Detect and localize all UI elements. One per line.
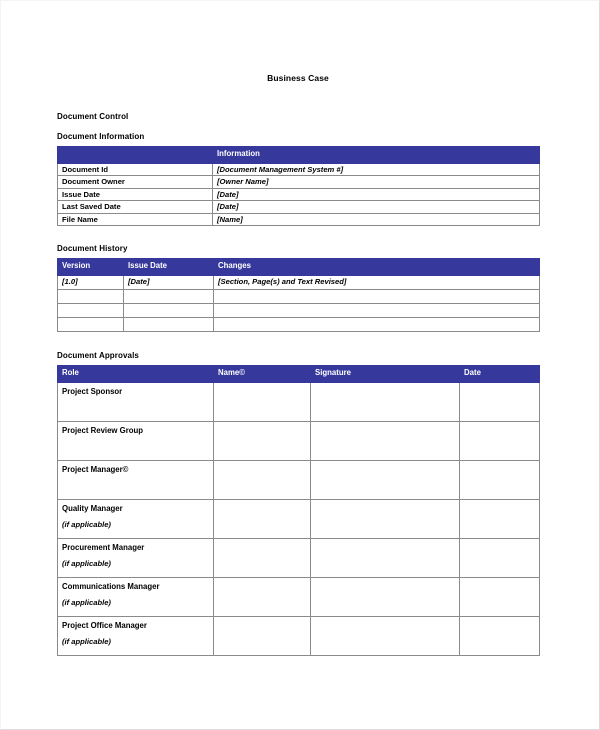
cell-label: Issue Date [58,188,213,200]
table-row [58,188,540,200]
table-row [58,383,540,422]
column-header-signature: Signature [311,366,460,383]
table-row [58,318,540,332]
table-row [58,461,540,500]
cell-role [58,461,214,500]
cell-label: Document Id [58,164,213,176]
cell-name[interactable] [214,617,311,656]
column-header-issue-date: Issue Date [124,259,214,276]
cell-date[interactable] [460,500,540,539]
cell-role [58,383,214,422]
cell-version [58,290,124,304]
cell-role [58,578,214,617]
cell-date[interactable] [460,383,540,422]
document-approvals-table [57,365,540,656]
cell-changes [214,304,540,318]
cell-label: File Name [58,213,213,225]
table-header-row [58,366,540,383]
column-header-blank [58,147,213,164]
cell-name[interactable] [214,422,311,461]
table-row [58,276,540,290]
role-note: (if applicable) [62,598,111,608]
cell-label: Last Saved Date [58,201,213,213]
cell-signature[interactable] [311,539,460,578]
cell-issue-date [124,304,214,318]
cell-issue-date [124,318,214,332]
section-heading-document-control: Document Control [57,112,129,121]
table-row [58,164,540,176]
cell-changes [214,290,540,304]
cell-name[interactable] [214,500,311,539]
cell-name[interactable] [214,539,311,578]
cell-signature[interactable] [311,578,460,617]
table-row [58,617,540,656]
cell-role [58,539,214,578]
section-heading-document-history: Document History [57,244,128,254]
table-row [58,304,540,318]
cell-date[interactable] [460,422,540,461]
cell-value: [Document Management System #] [213,164,540,176]
document-history-table [57,258,540,332]
cell-changes [214,318,540,332]
cell-role [58,500,214,539]
role-label: Procurement Manager [62,543,145,553]
cell-issue-date [124,290,214,304]
cell-version [58,304,124,318]
cell-changes: [Section, Page(s) and Text Revised] [214,276,540,290]
role-label: Project Office Manager [62,621,147,631]
cell-version [58,318,124,332]
cell-name[interactable] [214,383,311,422]
table-row [58,422,540,461]
table-row [58,539,540,578]
column-header-version: Version [58,259,124,276]
cell-signature[interactable] [311,461,460,500]
column-header-information: Information [213,147,540,164]
cell-version: [1.0] [58,276,124,290]
cell-signature[interactable] [311,422,460,461]
column-header-date: Date [460,366,540,383]
cell-signature[interactable] [311,617,460,656]
cell-date[interactable] [460,578,540,617]
document-information-table [57,146,540,226]
table-row [58,176,540,188]
cell-date[interactable] [460,617,540,656]
column-header-changes: Changes [214,259,540,276]
role-note: (if applicable) [62,520,111,530]
cell-date[interactable] [460,539,540,578]
cell-name[interactable] [214,461,311,500]
role-label: Project Manager© [62,465,129,475]
cell-value: [Name] [213,213,540,225]
table-row [58,213,540,225]
role-label: Quality Manager [62,504,123,514]
cell-signature[interactable] [311,500,460,539]
cell-issue-date: [Date] [124,276,214,290]
cell-value: [Owner Name] [213,176,540,188]
table-row [58,290,540,304]
document-body [57,1,539,656]
role-note: (if applicable) [62,559,111,569]
table-header-row [58,259,540,276]
cell-label: Document Owner [58,176,213,188]
table-row [58,500,540,539]
cell-signature[interactable] [311,383,460,422]
cell-name[interactable] [214,578,311,617]
page-title: Business Case [267,73,329,83]
table-row [58,578,540,617]
table-row [58,201,540,213]
cell-date[interactable] [460,461,540,500]
role-label: Project Review Group [62,426,144,436]
role-label: Communications Manager [62,582,160,592]
role-label: Project Sponsor [62,387,123,397]
role-note: (if applicable) [62,637,111,647]
cell-role [58,617,214,656]
cell-role [58,422,214,461]
table-header-row [58,147,540,164]
section-heading-document-information: Document Information [57,132,145,141]
cell-value: [Date] [213,188,540,200]
column-header-role: Role [58,366,214,383]
cell-value: [Date] [213,201,540,213]
column-header-name: Name© [214,366,311,383]
section-heading-document-approvals: Document Approvals [57,351,139,361]
